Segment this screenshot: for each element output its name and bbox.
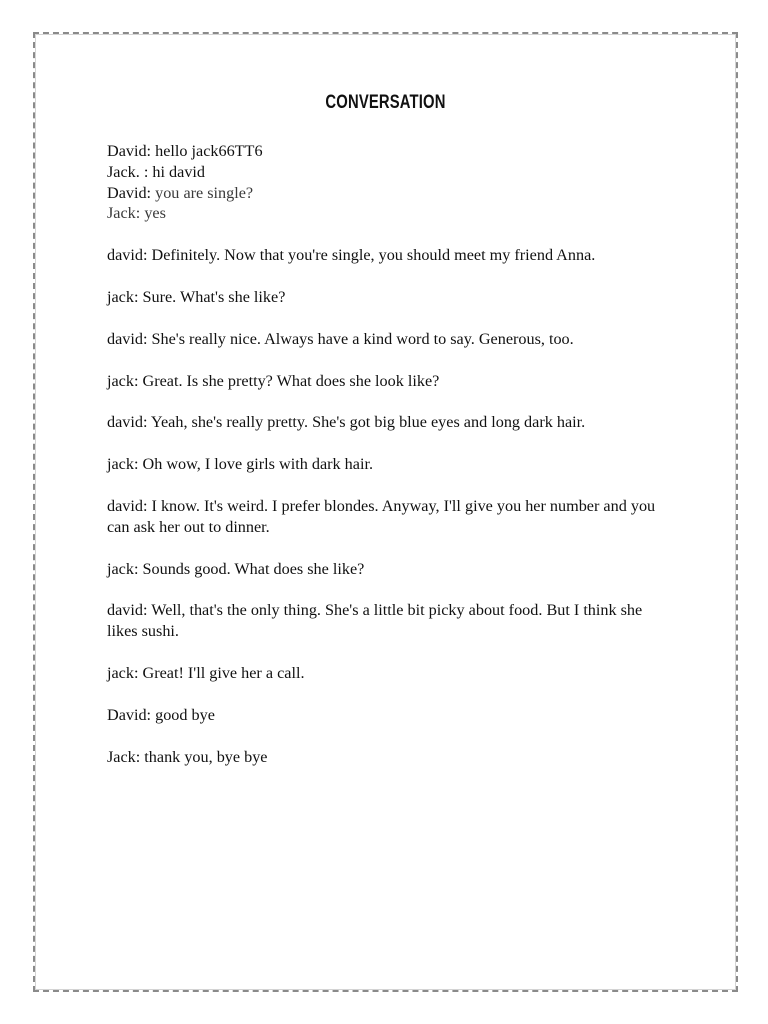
dialogue-paragraph-5: david: Yeah, she's really pretty. She's got big blue eyes and long dark hair.	[107, 413, 586, 432]
line-text: hi david	[148, 162, 206, 181]
speaker-label: David:	[107, 142, 152, 160]
dialogue-paragraph-6: jack: Oh wow, I love girls with dark hair.	[107, 455, 373, 474]
line-text: yes	[140, 204, 166, 223]
intro-line-3	[107, 183, 667, 204]
intro-line-4	[107, 203, 667, 224]
dialogue-paragraph-10: jack: Great! I'll give her a call.	[107, 663, 305, 682]
dialogue-paragraph-2: jack: Sure. What's she like?	[107, 287, 286, 306]
dialogue-paragraph-1: david: Definitely. Now that you're single, you should meet my friend Anna.	[107, 246, 596, 265]
speaker-label: David:	[107, 183, 152, 202]
dialogue-paragraph-7: david: I know. It's weird. I prefer blondes. Anyway, I'll give you her number and you can ask her out to dinner.	[107, 496, 656, 536]
intro-line-2	[107, 162, 667, 183]
speaker-label: Jack:	[107, 204, 141, 223]
dialogue-paragraph-8: jack: Sounds good. What does she like?	[107, 559, 365, 578]
dialogue-paragraph-3: david: She's really nice. Always have a kind word to say. Generous, too.	[107, 329, 574, 348]
dialogue-paragraph-12: Jack: thank you, bye bye	[107, 747, 268, 766]
intro-block	[107, 141, 667, 224]
dialogue-paragraph-4: jack: Great. Is she pretty? What does she look like?	[107, 371, 440, 390]
dialogue-paragraph-11: David: good bye	[107, 705, 215, 724]
line-text: hello jack66TT6	[151, 142, 263, 160]
conversation-body	[107, 141, 667, 788]
speaker-label: Jack. :	[107, 162, 149, 181]
document-title: CONVERSATION	[325, 92, 446, 113]
line-text: you are single?	[151, 183, 254, 202]
dialogue-paragraph-9: david: Well, that's the only thing. She's a little bit picky about food. But I think she likes sushi.	[107, 601, 643, 641]
intro-line-1	[107, 141, 667, 162]
